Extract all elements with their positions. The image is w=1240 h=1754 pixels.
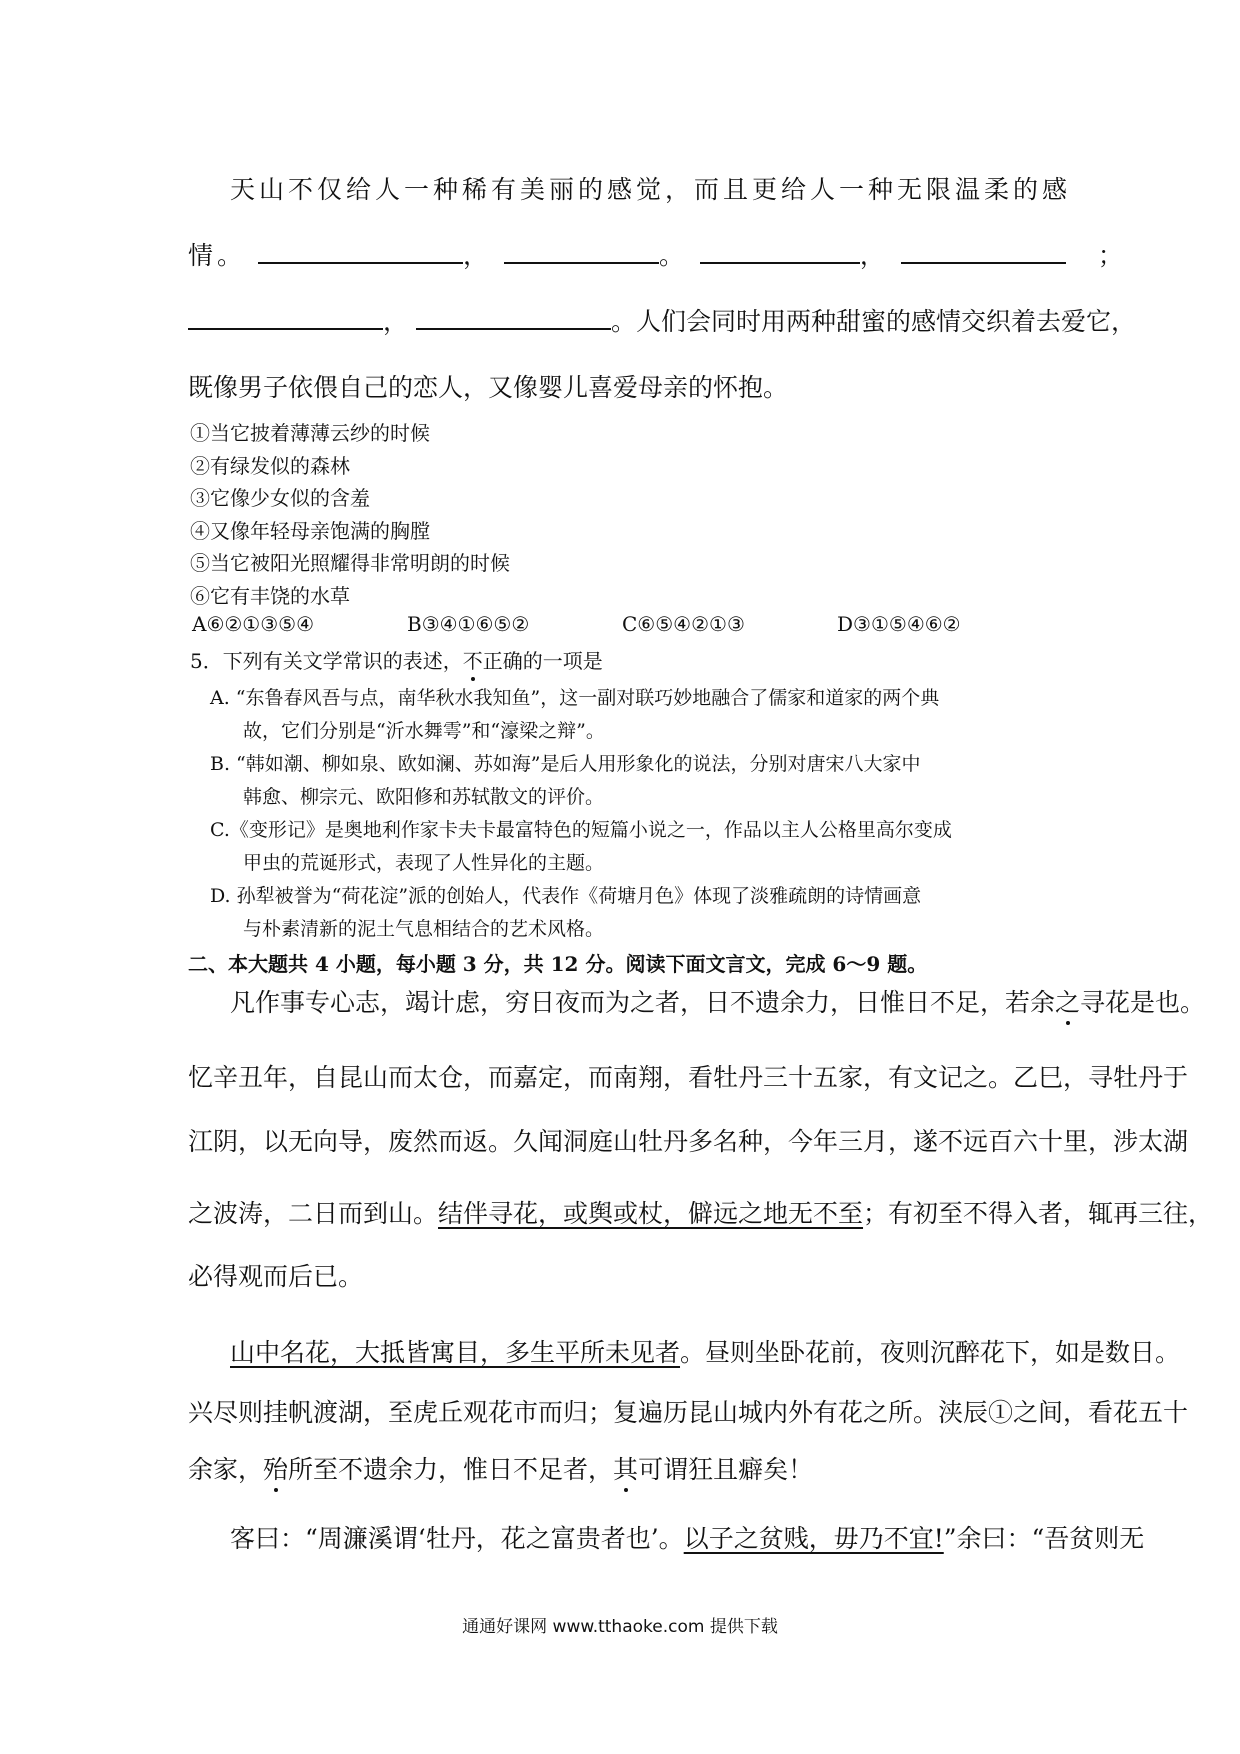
answer-blank-3[interactable] [700, 240, 860, 264]
period-1: 。 [658, 241, 688, 270]
poem-line-3 [188, 302, 1136, 338]
q5-stem-emphasis: 不 [462, 649, 483, 673]
passage-9b: ”余曰：“吾贫则无 [943, 1524, 1145, 1553]
poem-line-2-start: 情。 [188, 241, 247, 270]
section-2-heading: 二、本大题共 4 小题，每小题 3 分，共 12 分。阅读下面文言文，完成 6～9 题。 [188, 952, 928, 976]
answer-blank-1[interactable] [258, 240, 463, 264]
passage-8-emphasis-1: 殆 [263, 1455, 289, 1484]
poem-line-2 [188, 236, 1127, 272]
item-5: ⑤当它被阳光照耀得非常明朗的时候 [190, 551, 510, 575]
q5-stem-a: 5．下列有关文学常识的表述， [190, 649, 463, 673]
poem-line-4: 既像男子依偎自己的恋人，又像婴儿喜爱母亲的怀抱。 [188, 373, 789, 402]
passage-9-underlined: 以子之贫贱，毋乃不宜! [683, 1524, 944, 1553]
option-b[interactable]: B③④①⑥⑤② [407, 612, 530, 636]
passage-line-1 [230, 983, 1205, 1019]
answer-blank-6[interactable] [416, 306, 611, 330]
answer-options [192, 612, 1052, 636]
comma-2: ， [859, 241, 889, 270]
q5-option-d-line-1: D. 孙犁被誉为“荷花淀”派的创始人，代表作《荷塘月色》体现了淡雅疏朗的诗情画意 [210, 885, 922, 907]
passage-line-6 [230, 1333, 1180, 1369]
option-a[interactable]: A⑥②①③⑤④ [192, 612, 315, 636]
q5-option-b-line-2: 韩愈、柳宗元、欧阳修和苏轼散文的评价。 [243, 786, 605, 808]
passage-line-4 [188, 1194, 1213, 1230]
question-5-stem [190, 645, 603, 674]
poem-line-1: 天山不仅给人一种稀有美丽的感觉，而且更给人一种无限温柔的感 [230, 175, 1072, 204]
q5-option-a-line-2: 故，它们分别是“沂水舞雩”和“濠梁之辩”。 [243, 720, 605, 742]
item-4: ④又像年轻母亲饱满的胸膛 [190, 519, 430, 543]
passage-line-8 [188, 1450, 813, 1486]
passage-6b: 。昼则坐卧花前，夜则沉醉花下，如是数日。 [680, 1338, 1181, 1367]
passage-9a: 客曰：“周濂溪谓‘牡丹，花之富贵者也’。 [230, 1524, 684, 1553]
item-1: ①当它披着薄薄云纱的时候 [190, 421, 430, 445]
poem-line-3-end: 。人们会同时用两种甜蜜的感情交织着去爱它， [610, 307, 1136, 336]
comma-3: ， [383, 307, 409, 336]
item-3: ③它像少女似的含羞 [190, 486, 370, 510]
q5-option-a-line-1: A. “东鲁春风吾与点，南华秋水我知鱼”，这一副对联巧妙地融合了儒家和道家的两个典 [210, 687, 940, 709]
passage-1b: 寻花是也。 [1080, 988, 1206, 1017]
passage-1-emphasis: 之 [1055, 988, 1081, 1017]
passage-4b: ；有初至不得入者，辄再三往， [863, 1199, 1214, 1228]
passage-8b: 所至不遗余力，惟日不足者， [288, 1455, 614, 1484]
passage-line-5: 必得观而后已。 [188, 1262, 364, 1291]
passage-1a: 凡作事专心志，竭计虑，穷日夜而为之者，日不遗余力，日惟日不足，若余 [230, 988, 1056, 1017]
answer-blank-5[interactable] [188, 306, 383, 330]
passage-6-underlined: 山中名花，大抵皆寓目，多生平所未见者 [230, 1338, 681, 1367]
q5-option-d-line-2: 与朴素清新的泥土气息相结合的艺术风格。 [243, 918, 605, 940]
passage-line-3: 江阴，以无向导，废然而返。久闻洞庭山牡丹多名种，今年三月，遂不远百六十里，涉太湖 [188, 1127, 1189, 1156]
passage-4a: 之波涛，二日而到山。 [188, 1199, 439, 1228]
option-d[interactable]: D③①⑤④⑥② [837, 612, 961, 636]
item-6: ⑥它有丰饶的水草 [190, 584, 350, 608]
passage-8c: 可谓狂且癖矣！ [638, 1455, 814, 1484]
q5-option-b-line-1: B. “韩如潮、柳如泉、欧如澜、苏如海”是后人用形象化的说法，分别对唐宋八大家中 [210, 753, 921, 775]
item-2: ②有绿发似的森林 [190, 454, 350, 478]
passage-line-7: 兴尽则挂帆渡湖，至虎丘观花市而归；复遍历昆山城内外有花之所。浃辰①之间，看花五十 [188, 1398, 1189, 1427]
q5-option-c-line-1: C.《变形记》是奥地利作家卡夫卡最富特色的短篇小说之一，作品以主人公格里高尔变成 [210, 819, 952, 841]
passage-8a: 余家， [188, 1455, 264, 1484]
q5-option-c-line-2: 甲虫的荒诞形式，表现了人性异化的主题。 [243, 852, 605, 874]
semicolon: ； [1097, 241, 1127, 270]
answer-blank-2[interactable] [504, 240, 659, 264]
q5-stem-b: 正确的一项是 [482, 649, 603, 673]
passage-8-emphasis-2: 其 [613, 1455, 639, 1484]
answer-blank-4[interactable] [901, 240, 1066, 264]
page-footer: 通通好课网 www.tthaoke.com 提供下载 [462, 1617, 778, 1637]
passage-line-9 [230, 1519, 1144, 1555]
comma-1: ， [462, 241, 492, 270]
option-c[interactable]: C⑥⑤④②①③ [622, 612, 745, 636]
passage-line-2: 忆辛丑年，自昆山而太仓，而嘉定，而南翔，看牡丹三十五家，有文记之。乙巳，寻牡丹于 [188, 1063, 1189, 1092]
passage-4-underlined: 结伴寻花，或舆或杖，僻远之地无不至 [438, 1199, 864, 1228]
